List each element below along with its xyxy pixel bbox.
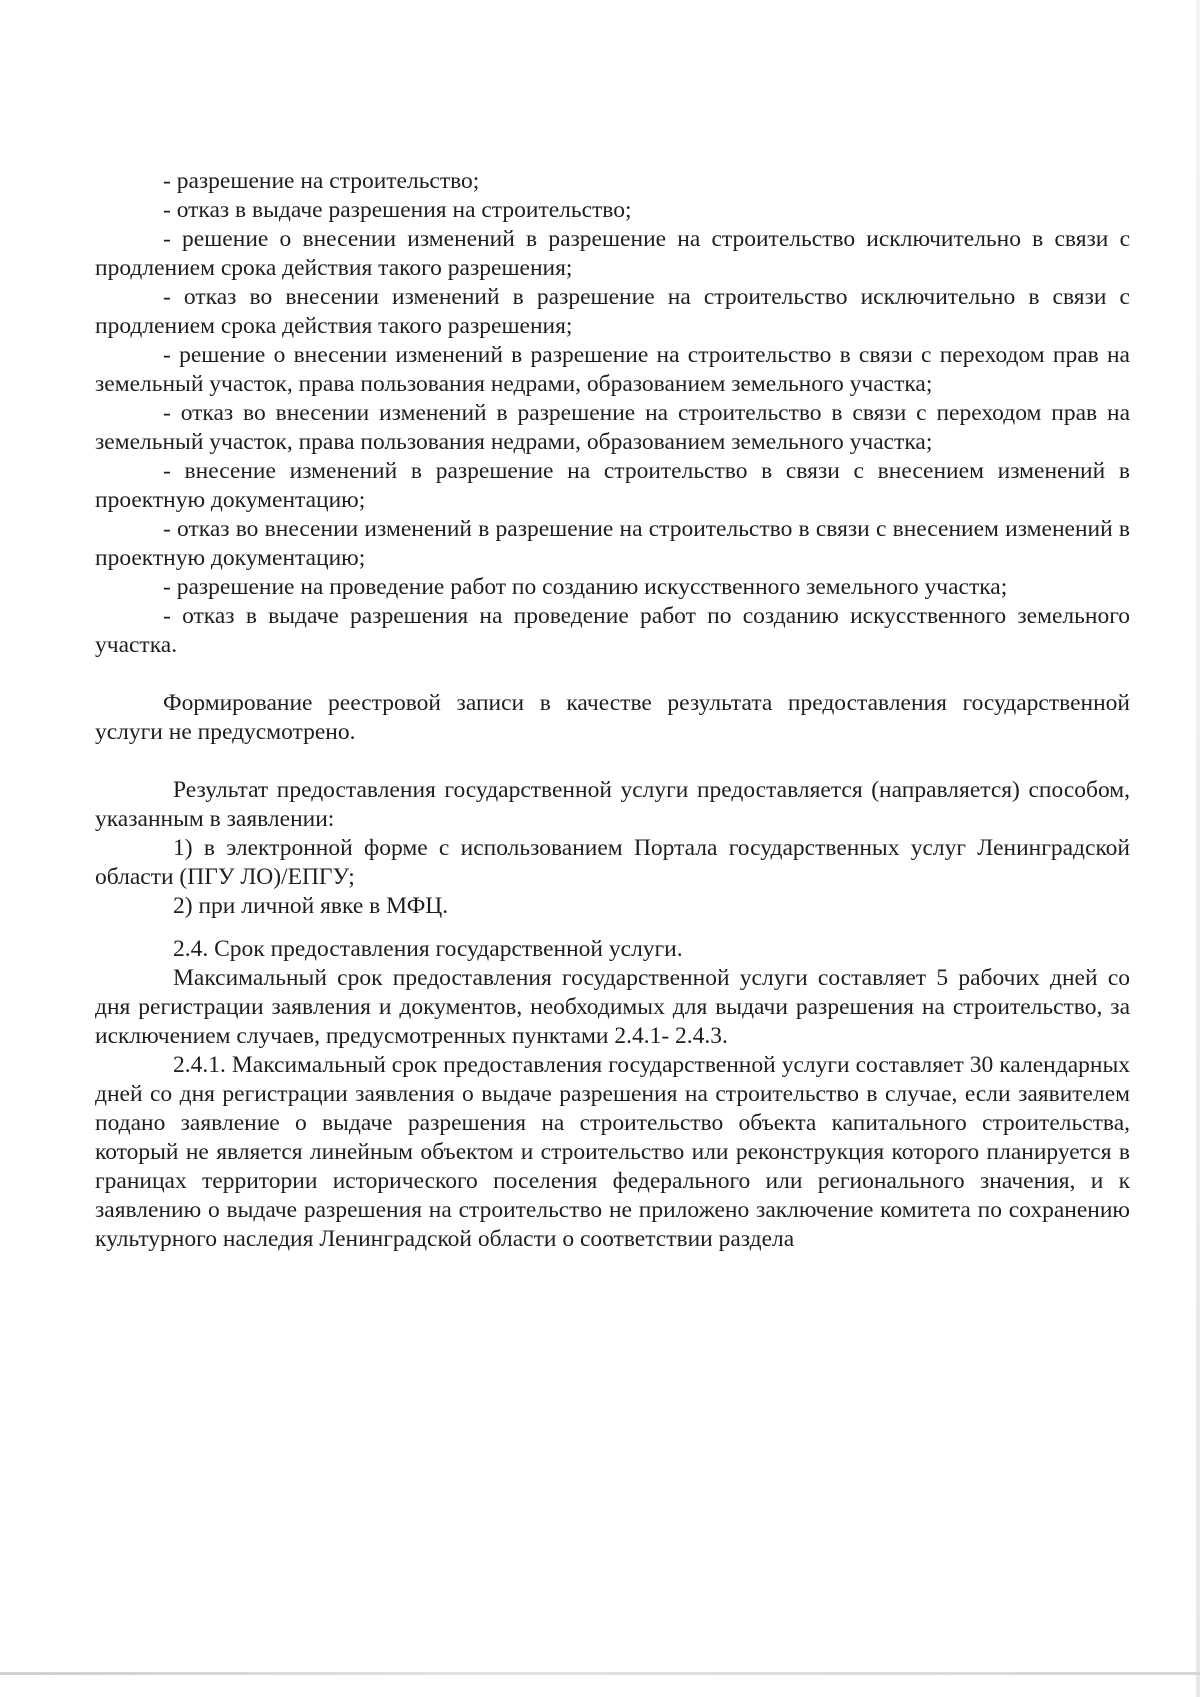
list-item: - отказ во внесении изменений в разрешение на строительство в связи с внесением изменений в проектную документацию; [95, 516, 1130, 571]
list-item: - решение о внесении изменений в разрешение на строительство в связи с переходом прав на земельный участок, права пользования недрами, образованием земельного участка; [95, 342, 1130, 397]
paragraph-gap [95, 660, 1130, 689]
page-bottom-edge [0, 1672, 1200, 1675]
paragraph-gap [95, 747, 1130, 776]
list-item: - отказ в выдаче разрешения на проведение работ по созданию искусственного земельного участка. [95, 603, 1130, 658]
list-item: - отказ во внесении изменений в разрешение на строительство исключительно в связи с продлением срока действия такого разрешения; [95, 284, 1130, 339]
section-2-4-paragraph: Максимальный срок предоставления государственной услуги составляет 5 рабочих дней со дня регистрации заявления и документов, необходимых для выдачи разрешения на строительство, за исключением случаев, предусмотренных пунктами 2.4.1- 2.4.3. [95, 965, 1130, 1049]
list-item: - решение о внесении изменений в разрешение на строительство исключительно в связи с продлением срока действия такого разрешения; [95, 226, 1130, 281]
result-way-electronic: 1) в электронной форме с использованием Портала государственных услуг Ленинградской области (ПГУ ЛО)/ЕПГУ; [95, 835, 1130, 890]
list-item: - разрешение на проведение работ по созданию искусственного земельного участка; [163, 574, 1008, 600]
scan-edge-shadow [1196, 0, 1200, 1697]
result-intro-paragraph: Результат предоставления государственной услуги предоставляется (направляется) способом, указанным в заявлении: [95, 777, 1130, 832]
list-item: - разрешение на строительство; [163, 168, 480, 194]
registry-note-paragraph: Формирование реестровой записи в качестве результата предоставления государственной услуги не предусмотрено. [95, 690, 1130, 745]
result-way-personal: 2) при личной явке в МФЦ. [173, 893, 449, 919]
paragraph-gap [95, 921, 1130, 935]
list-item: - отказ во внесении изменений в разрешение на строительство в связи с переходом прав на земельный участок, права пользования недрами, образованием земельного участка; [95, 400, 1130, 455]
result-list [95, 167, 1130, 660]
list-item: - отказ в выдаче разрешения на строительство; [163, 197, 632, 223]
list-item: - внесение изменений в разрешение на строительство в связи с внесением изменений в проектную документацию; [95, 458, 1130, 513]
section-2-4-heading: 2.4. Срок предоставления государственной услуги. [173, 936, 683, 962]
document-page [95, 167, 1130, 1254]
section-2-4-1-paragraph: 2.4.1. Максимальный срок предоставления государственной услуги составляет 30 календарных дней со дня регистрации заявления о выдаче разрешения на строительство в случае, если заявителем подано заявление о выдаче разрешения на строительство объекта капитального строительства, который не является линейным объектом и строительство или реконструкция которого планируется в границах территории исторического поселения федерального или регионального значения, и к заявлению о выдаче разрешения на строительство не приложено заключение комитета по сохранению культурного наследия Ленинградской области о соответствии раздела [95, 1052, 1130, 1252]
